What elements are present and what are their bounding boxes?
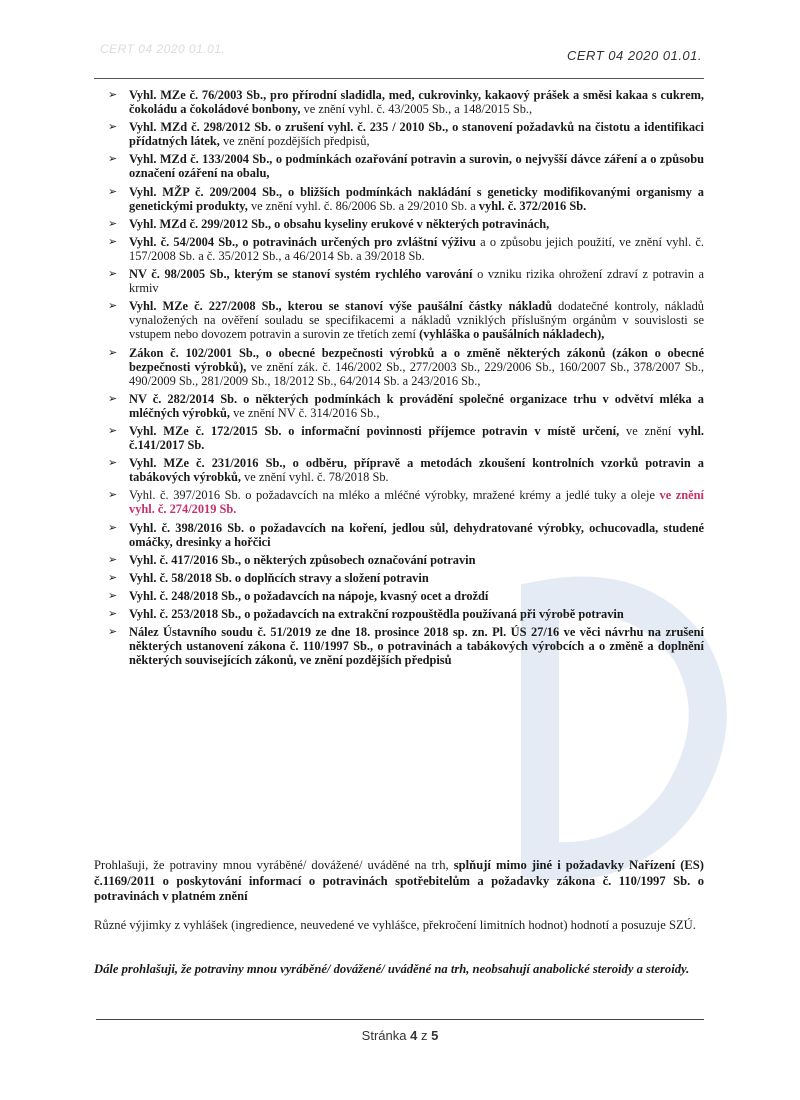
- page-of: z: [420, 1028, 428, 1043]
- legal-reference-item: [96, 346, 704, 388]
- reference-detail: ve znění zák. č. 146/2002 Sb., 277/2003 Sb., 229/2006 Sb., 160/2007 Sb., 378/2007 Sb., 490/2009 Sb., 281/2009 Sb., 18/2012 Sb., 64/2014 Sb. a 243/2016 Sb.,: [129, 359, 704, 388]
- reference-extra: vyhl. č.141/2017 Sb.: [129, 423, 705, 453]
- legal-reference-item: [96, 299, 704, 341]
- arrow-bullet-icon: ➢: [108, 120, 118, 134]
- legal-reference-item: [96, 456, 704, 484]
- reference-title: Vyhl. č. 248/2018 Sb., o požadavcích na nápoje, kvasný ocet a droždí: [129, 588, 489, 603]
- reference-title: Vyhl. MŽP č. 209/2004 Sb., o bližších podmínkách nakládání s geneticky modifikovanými organismy a genetickými produkty,: [129, 184, 704, 213]
- bleed-through-header: CERT 04 2020 01.01.: [100, 42, 226, 56]
- reference-title: Vyhl. MZe č. 231/2016 Sb., o odběru, přípravě a metodách zkoušení kontrolních vzorků potravin a tabákových výrobků,: [129, 456, 704, 485]
- legal-reference-item: [96, 217, 704, 231]
- reference-title: Vyhl. MZd č. 299/2012 Sb., o obsahu kyseliny erukové v některých potravinách,: [129, 216, 550, 231]
- reference-extra: (vyhláška o paušálních nákladech),: [419, 327, 605, 342]
- legal-reference-item: [96, 88, 704, 116]
- document-code: CERT 04 2020 01.01.: [566, 48, 702, 63]
- legal-reference-item: [96, 625, 704, 667]
- arrow-bullet-icon: ➢: [108, 607, 118, 620]
- declaration-paragraph: [94, 858, 704, 905]
- reference-title: Vyhl. č. 417/2016 Sb., o některých způsobech označování potravin: [129, 552, 476, 567]
- reference-detail: ve znění: [619, 423, 679, 438]
- legal-reference-item: [96, 235, 704, 263]
- exceptions-paragraph: Různé výjimky z vyhlášek (ingredience, neuvedené ve vyhlášce, překročení limitních hodnot) hodnotí a posuzuje SZÚ.: [94, 918, 696, 932]
- arrow-bullet-icon: ➢: [108, 456, 118, 470]
- header-divider: [94, 78, 704, 79]
- arrow-bullet-icon: ➢: [108, 299, 118, 313]
- reference-title: Vyhl. č. 54/2004 Sb., o potravinách určených pro zvláštní výživu: [129, 234, 476, 249]
- reference-detail: dodatečné kontroly, nákladů vynaložených na ověření souladu se specifikacemi a nákladů vzniklých příslušným orgánům v souvislosti se vstupem nebo dovozem potravin a surovin ze třetích zemí: [129, 299, 704, 342]
- reference-detail: a o způsobu jejich použití, ve znění vyhl. č. 157/2008 Sb. a č. 35/2012 Sb., a 46/2014 Sb. a 39/2018 Sb.: [129, 234, 705, 263]
- reference-title: NV č. 98/2005 Sb., kterým se stanoví systém rychlého varování: [129, 267, 473, 282]
- arrow-bullet-icon: ➢: [108, 520, 118, 534]
- legal-reference-item: [96, 267, 704, 295]
- legal-references-list: [96, 88, 704, 671]
- legal-reference-item: [96, 488, 704, 516]
- arrow-bullet-icon: ➢: [108, 345, 118, 359]
- reference-title: Vyhl. MZe č. 172/2015 Sb. o informační povinnosti příjemce potravin v místě určení,: [129, 423, 620, 438]
- reference-title: Nález Ústavního soudu č. 51/2019 ze dne 18. prosince 2018 sp. zn. Pl. ÚS 27/16 ve věci návrhu na zrušení některých ustanovení zákona č. 110/1997 Sb., o potravinách a tabákových výrobcích a o změně a doplnění některých souvisejících zákonů, ve znění pozdějších předpisů: [129, 625, 704, 668]
- reference-detail: ve znění vyhl. č. 78/2018 Sb.: [241, 470, 389, 485]
- reference-detail: Vyhl. č. 397/2016 Sb. o požadavcích na mléko a mléčné výrobky, mražené krémy a jedlé tuky a oleje: [129, 488, 660, 503]
- arrow-bullet-icon: ➢: [108, 216, 118, 230]
- arrow-bullet-icon: ➢: [108, 88, 118, 101]
- reference-detail: o vzniku rizika ohrožení zdraví z potravin a krmiv: [129, 267, 704, 296]
- reference-title: NV č. 282/2014 Sb. o některých podmínkách k provádění společné organizace trhu v odvětví mléka a mléčných výrobků,: [129, 391, 704, 420]
- legal-reference-item: [96, 424, 704, 452]
- legal-reference-item: [96, 553, 704, 567]
- footer-divider: [96, 1019, 704, 1020]
- reference-title: Vyhl. MZd č. 133/2004 Sb., o podmínkách ozařování potravin a surovin, o nejvyšší dávce záření a o způsobu označení ozáření na obalu,: [129, 152, 704, 181]
- reference-extra: vyhl. č. 372/2016 Sb.: [478, 198, 587, 213]
- legal-reference-item: [96, 571, 704, 585]
- reference-title: Vyhl. č. 253/2018 Sb., o požadavcích na extrakční rozpouštědla používaná při výrobě potravin: [129, 607, 624, 621]
- arrow-bullet-icon: ➢: [108, 184, 118, 198]
- reference-detail: ve znění vyhl. č. 43/2005 Sb., a 148/2015 Sb.,: [300, 102, 533, 117]
- reference-title: Vyhl. č. 58/2018 Sb. o doplňcích stravy a složení potravin: [129, 570, 429, 585]
- page-label: Stránka: [361, 1028, 407, 1043]
- reference-title: Zákon č. 102/2001 Sb., o obecné bezpečnosti výrobků a o změně některých zákonů (zákon o obecné bezpečnosti výrobků),: [129, 345, 704, 374]
- arrow-bullet-icon: ➢: [108, 423, 118, 437]
- reference-title: Vyhl. č. 398/2016 Sb. o požadavcích na koření, jedlou sůl, dehydratované výrobky, ochucovadla, studené omáčky, dresinky a hořčici: [129, 520, 704, 549]
- legal-reference-item: [96, 607, 704, 621]
- reference-title: Vyhl. MZe č. 76/2003 Sb., pro přírodní sladidla, med, cukrovinky, kakaový prášek a směsi kakaa s cukrem, čokoládu a čokoládové bonbony,: [129, 88, 704, 117]
- declaration-bold-text: splňují mimo jiné i požadavky Nařízení (ES) č.1169/2011 o poskytování informací o potravinách spotřebitelům a požadavky zákona č. 110/1997 Sb. o potravinách v platném znění: [94, 858, 704, 903]
- reference-amendment-highlight: ve znění vyhl. č. 274/2019 Sb.: [129, 488, 704, 517]
- page-total: 5: [431, 1028, 439, 1043]
- legal-reference-item: [96, 120, 704, 148]
- reference-detail: ve znění vyhl. č. 86/2006 Sb. a 29/2010 Sb. a: [247, 198, 479, 213]
- arrow-bullet-icon: ➢: [108, 391, 118, 405]
- legal-reference-item: [96, 589, 704, 603]
- declaration-text: Prohlašuji, že potraviny mnou vyráběné/ dovážené/ uváděné na trh,: [94, 858, 454, 872]
- reference-detail: ve znění NV č. 314/2016 Sb.,: [229, 405, 380, 420]
- arrow-bullet-icon: ➢: [108, 625, 118, 639]
- legal-reference-item: [96, 392, 704, 420]
- reference-detail: ve znění pozdějších předpisů,: [219, 134, 370, 149]
- reference-title: Vyhl. MZe č. 227/2008 Sb., kterou se stanoví výše paušální částky nákladů: [129, 299, 552, 314]
- arrow-bullet-icon: ➢: [108, 152, 118, 166]
- legal-reference-item: [96, 185, 704, 213]
- arrow-bullet-icon: ➢: [108, 570, 118, 584]
- page-number: [0, 1028, 800, 1043]
- arrow-bullet-icon: ➢: [108, 488, 118, 502]
- steroids-declaration: Dále prohlašuji, že potraviny mnou vyráběné/ dovážené/ uváděné na trh, neobsahují anabolické steroidy a steroidy.: [94, 962, 690, 976]
- arrow-bullet-icon: ➢: [108, 552, 118, 566]
- legal-reference-item: [96, 521, 704, 549]
- page-current: 4: [410, 1028, 418, 1043]
- reference-title: Vyhl. MZd č. 298/2012 Sb. o zrušení vyhl. č. 235 / 2010 Sb., o stanovení požadavků na čistotu a identifikaci přídatných látek,: [129, 120, 704, 149]
- arrow-bullet-icon: ➢: [108, 588, 118, 602]
- arrow-bullet-icon: ➢: [108, 234, 118, 248]
- arrow-bullet-icon: ➢: [108, 267, 118, 281]
- legal-reference-item: [96, 152, 704, 180]
